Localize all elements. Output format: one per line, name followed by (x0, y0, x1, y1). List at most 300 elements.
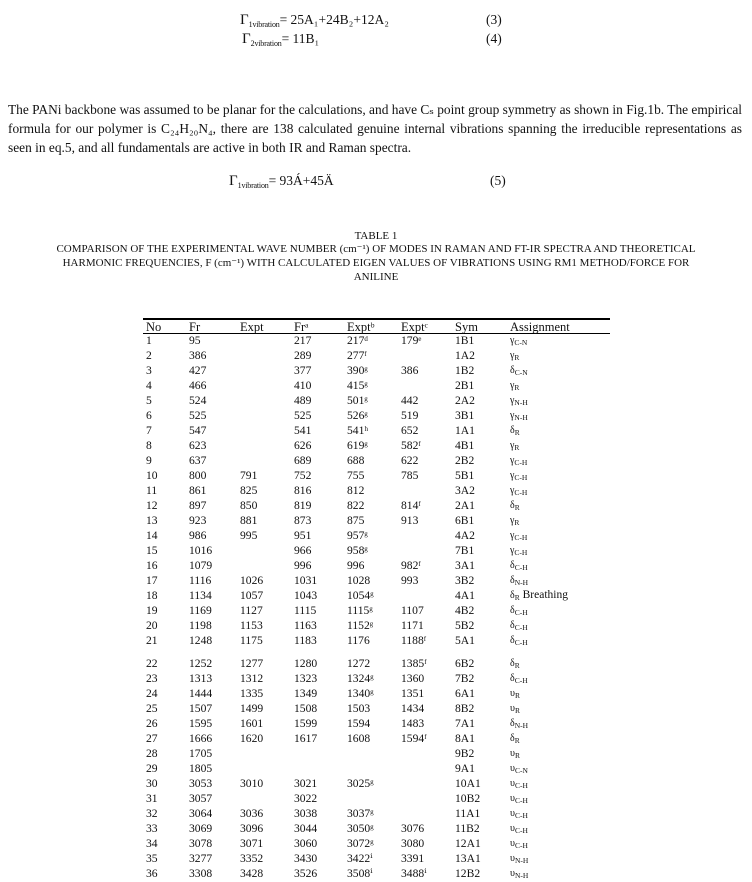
cell-expt-c (398, 762, 452, 777)
cell-no: 30 (143, 777, 186, 792)
cell-sym: 6B1 (452, 514, 507, 529)
cell-sym: 1A2 (452, 349, 507, 364)
header-expt-b: Exptᵇ (344, 319, 398, 334)
mode-symbol: υ (510, 703, 515, 714)
cell-expt-c: 519 (398, 409, 452, 424)
cell-sym: 10A1 (452, 777, 507, 792)
cell-sym: 6A1 (452, 687, 507, 702)
cell-expt-c: 814ᶠ (398, 499, 452, 514)
cell-fr: 1248 (186, 634, 237, 649)
cell-sym: 5B1 (452, 469, 507, 484)
table-row (143, 544, 610, 559)
cell-fr: 466 (186, 379, 237, 394)
cell-expt-b: 1176 (344, 634, 398, 649)
cell-no: 31 (143, 792, 186, 807)
cell-fr-a: 816 (291, 484, 344, 499)
cell-sym: 4B1 (452, 439, 507, 454)
mode-symbol: γ (510, 380, 514, 391)
mode-symbol: δ (510, 658, 515, 669)
cell-assignment (507, 544, 610, 559)
cell-expt-c: 1594ᶠ (398, 732, 452, 747)
cell-no: 21 (143, 634, 186, 649)
table-row (143, 717, 610, 732)
cell-expt-b: 958ᵍ (344, 544, 398, 559)
cell-assignment (507, 672, 610, 687)
cell-expt-b (344, 762, 398, 777)
cell-fr-a: 966 (291, 544, 344, 559)
cell-fr-a (291, 762, 344, 777)
header-fr: Fr (186, 319, 237, 334)
mode-symbol: γ (510, 530, 514, 541)
mode-subscript: N-H (514, 398, 527, 407)
table-row (143, 394, 610, 409)
mode-subscript: R (515, 593, 520, 602)
cell-expt-b: 541ʰ (344, 424, 398, 439)
mode-symbol: υ (510, 808, 515, 819)
cell-expt: 1312 (237, 672, 291, 687)
cell-no: 14 (143, 529, 186, 544)
cell-expt: 1620 (237, 732, 291, 747)
table-row (143, 732, 610, 747)
cell-expt: 3096 (237, 822, 291, 837)
cell-assignment (507, 394, 610, 409)
mode-symbol: γ (510, 440, 514, 451)
table-body (143, 334, 610, 882)
cell-fr-a: 3038 (291, 807, 344, 822)
cell-no: 17 (143, 574, 186, 589)
cell-expt-c: 1434 (398, 702, 452, 717)
cell-fr-a: 377 (291, 364, 344, 379)
cell-fr: 1252 (186, 649, 237, 672)
cell-sym: 2A1 (452, 499, 507, 514)
mode-symbol: δ (510, 500, 515, 511)
cell-fr-a: 1031 (291, 574, 344, 589)
mode-symbol: δ (510, 620, 515, 631)
cell-no: 24 (143, 687, 186, 702)
equation-4: $\Gamma_{2vibration}= 11B_1$ (4) (242, 31, 517, 48)
cell-sym: 3B2 (452, 574, 507, 589)
cell-assignment (507, 732, 610, 747)
cell-expt-b: 1028 (344, 574, 398, 589)
cell-expt: 850 (237, 499, 291, 514)
cell-fr-a: 1349 (291, 687, 344, 702)
mode-subscript: R (515, 751, 520, 760)
cell-expt-b: 957ᵍ (344, 529, 398, 544)
cell-no: 16 (143, 559, 186, 574)
mode-symbol: δ (510, 733, 515, 744)
cell-assignment (507, 349, 610, 364)
cell-assignment (507, 364, 610, 379)
mode-symbol: γ (510, 470, 514, 481)
mode-subscript: R (515, 736, 520, 745)
cell-fr-a: 1043 (291, 589, 344, 604)
header-expt-c: Exptᶜ (398, 319, 452, 334)
mode-symbol: υ (510, 838, 515, 849)
mode-subscript: R (515, 428, 520, 437)
cell-fr-a: 1508 (291, 702, 344, 717)
cell-sym: 13A1 (452, 852, 507, 867)
cell-sym: 2B1 (452, 379, 507, 394)
cell-assignment (507, 499, 610, 514)
table-row (143, 454, 610, 469)
mode-symbol: υ (510, 823, 515, 834)
cell-expt: 3071 (237, 837, 291, 852)
table-row (143, 672, 610, 687)
cell-sym: 5A1 (452, 634, 507, 649)
cell-sym: 9A1 (452, 762, 507, 777)
cell-fr: 1805 (186, 762, 237, 777)
cell-expt-c: 622 (398, 454, 452, 469)
table-row (143, 349, 610, 364)
table-row (143, 702, 610, 717)
cell-fr-a: 1617 (291, 732, 344, 747)
cell-expt-c: 1351 (398, 687, 452, 702)
cell-expt (237, 762, 291, 777)
cell-expt (237, 409, 291, 424)
cell-no: 15 (143, 544, 186, 559)
cell-assignment: $\delta_R$ Breathing (507, 589, 610, 604)
header-expt: Expt (237, 319, 291, 334)
cell-assignment (507, 619, 610, 634)
cell-fr: 3064 (186, 807, 237, 822)
cell-assignment (507, 529, 610, 544)
body-paragraph: The PANi backbone was assumed to be planar for the calculations, and have Cₛ point group symmetry as shown in Fig.1b. The empirical formula for our polymer is C₂₄H₂₀N₄, there are 138 calculated genuine internal vibrations spanning the irreducible representations as seen in eq.5, and all fundamentals are active in both IR and Raman spectra. (8, 100, 742, 157)
cell-no: 22 (143, 649, 186, 672)
cell-expt: 3352 (237, 852, 291, 867)
mode-subscript: C-H (515, 796, 528, 805)
cell-no: 18 (143, 589, 186, 604)
mode-subscript: R (515, 691, 520, 700)
cell-fr: 3053 (186, 777, 237, 792)
header-sym: Sym (452, 319, 507, 334)
cell-fr-a: 3060 (291, 837, 344, 852)
table-row (143, 852, 610, 867)
mode-subscript: R (515, 661, 520, 670)
table-row (143, 334, 610, 350)
mode-symbol: γ (510, 455, 514, 466)
cell-expt-b: 1608 (344, 732, 398, 747)
mode-symbol: δ (510, 575, 515, 586)
equation-rhs: = 11B₁ (282, 31, 320, 46)
cell-expt-b: 277ᶠ (344, 349, 398, 364)
cell-expt (237, 559, 291, 574)
cell-expt-c: 3076 (398, 822, 452, 837)
cell-fr-a: 752 (291, 469, 344, 484)
cell-expt: 1277 (237, 649, 291, 672)
cell-fr-a: 3044 (291, 822, 344, 837)
cell-fr: 1666 (186, 732, 237, 747)
mode-symbol: γ (510, 335, 514, 346)
table-row (143, 364, 610, 379)
cell-fr: 1705 (186, 747, 237, 762)
mode-subscript: C-H (514, 458, 527, 467)
cell-no: 27 (143, 732, 186, 747)
table-row (143, 499, 610, 514)
mode-subscript: R (515, 503, 520, 512)
mode-symbol: υ (510, 748, 515, 759)
cell-expt: 3428 (237, 867, 291, 882)
cell-expt-c: 1188ᶠ (398, 634, 452, 649)
cell-fr-a (291, 747, 344, 762)
mode-symbol: υ (510, 793, 515, 804)
cell-assignment (507, 702, 610, 717)
mode-subscript: C-H (515, 563, 528, 572)
cell-expt-c: 1483 (398, 717, 452, 732)
cell-expt-c (398, 379, 452, 394)
cell-fr-a: 873 (291, 514, 344, 529)
cell-no: 23 (143, 672, 186, 687)
cell-fr-a: 1163 (291, 619, 344, 634)
header-assignment: Assignment (507, 319, 610, 334)
cell-expt: 1127 (237, 604, 291, 619)
cell-fr-a: 1280 (291, 649, 344, 672)
mode-symbol: γ (510, 485, 514, 496)
mode-symbol: υ (510, 853, 515, 864)
cell-fr: 861 (186, 484, 237, 499)
cell-assignment (507, 424, 610, 439)
cell-expt (237, 424, 291, 439)
mode-subscript: C-H (515, 811, 528, 820)
cell-sym: 6B2 (452, 649, 507, 672)
mode-subscript: R (515, 706, 520, 715)
cell-expt-c (398, 349, 452, 364)
cell-fr-a: 489 (291, 394, 344, 409)
cell-sym: 5B2 (452, 619, 507, 634)
mode-subscript: C-H (514, 473, 527, 482)
cell-expt: 881 (237, 514, 291, 529)
cell-expt-c (398, 484, 452, 499)
mode-subscript: N-H (514, 413, 527, 422)
cell-fr-a: 819 (291, 499, 344, 514)
cell-sym: 4A2 (452, 529, 507, 544)
cell-assignment (507, 574, 610, 589)
table-row (143, 484, 610, 499)
cell-sym: 1B1 (452, 334, 507, 350)
cell-assignment (507, 409, 610, 424)
mode-symbol: υ (510, 688, 515, 699)
cell-fr-a: 951 (291, 529, 344, 544)
cell-fr: 986 (186, 529, 237, 544)
cell-no: 34 (143, 837, 186, 852)
header-no: No (143, 319, 186, 334)
cell-expt-c (398, 529, 452, 544)
mode-symbol: γ (510, 395, 514, 406)
cell-sym: 3A1 (452, 559, 507, 574)
mode-symbol: υ (510, 868, 515, 879)
cell-assignment (507, 559, 610, 574)
cell-assignment (507, 837, 610, 852)
equation-rhs: = 25A₁+24B₂+12A₂ (280, 12, 389, 27)
mode-subscript: C-N (515, 766, 528, 775)
mode-symbol: δ (510, 673, 515, 684)
cell-no: 26 (143, 717, 186, 732)
table-caption-line-2: HARMONIC FREQUENCIES, F (cm⁻¹) WITH CALCULATED EIGEN VALUES OF VIBRATIONS USING RM1 METHOD/FORCE FOR (0, 257, 752, 271)
table-row (143, 807, 610, 822)
table-row (143, 589, 610, 604)
mode-symbol: γ (510, 350, 514, 361)
table-row (143, 559, 610, 574)
cell-expt-b: 3072ᵍ (344, 837, 398, 852)
cell-expt-b: 812 (344, 484, 398, 499)
cell-no: 29 (143, 762, 186, 777)
mode-symbol: γ (510, 515, 514, 526)
mode-symbol: δ (510, 635, 515, 646)
cell-fr: 1595 (186, 717, 237, 732)
table-row (143, 574, 610, 589)
table-row (143, 867, 610, 882)
equation-3: $\Gamma_{1vibration}= 25A_1+24B_2+12A_2$ (3) (240, 12, 515, 29)
cell-fr: 1169 (186, 604, 237, 619)
cell-expt (237, 394, 291, 409)
cell-no: 20 (143, 619, 186, 634)
cell-sym: 12A1 (452, 837, 507, 852)
table-row (143, 439, 610, 454)
cell-assignment (507, 747, 610, 762)
table-row (143, 424, 610, 439)
cell-expt (237, 454, 291, 469)
table-row (143, 687, 610, 702)
cell-expt-b (344, 747, 398, 762)
cell-expt-b: 619ᵍ (344, 439, 398, 454)
cell-expt-c (398, 807, 452, 822)
cell-assignment (507, 514, 610, 529)
table-row (143, 409, 610, 424)
cell-sym: 3A2 (452, 484, 507, 499)
table-row (143, 747, 610, 762)
cell-expt-b: 415ᵍ (344, 379, 398, 394)
cell-fr: 386 (186, 349, 237, 364)
cell-fr-a: 289 (291, 349, 344, 364)
cell-no: 35 (143, 852, 186, 867)
cell-sym: 2B2 (452, 454, 507, 469)
mode-subscript: N-H (515, 578, 528, 587)
cell-expt-b: 1272 (344, 649, 398, 672)
cell-assignment (507, 439, 610, 454)
cell-expt-c (398, 544, 452, 559)
cell-sym: 4A1 (452, 589, 507, 604)
cell-fr: 3277 (186, 852, 237, 867)
cell-expt (237, 544, 291, 559)
cell-fr-a: 626 (291, 439, 344, 454)
cell-expt-b: 996 (344, 559, 398, 574)
mode-symbol: δ (510, 560, 515, 571)
cell-expt (237, 334, 291, 350)
mode-subscript: N-H (515, 871, 528, 880)
cell-expt: 825 (237, 484, 291, 499)
mode-subscript: C-H (514, 533, 527, 542)
cell-fr: 3069 (186, 822, 237, 837)
cell-expt: 1601 (237, 717, 291, 732)
cell-fr: 524 (186, 394, 237, 409)
cell-expt: 1057 (237, 589, 291, 604)
cell-fr: 1507 (186, 702, 237, 717)
table-row (143, 469, 610, 484)
cell-fr: 923 (186, 514, 237, 529)
cell-fr-a: 3021 (291, 777, 344, 792)
cell-no: 36 (143, 867, 186, 882)
cell-assignment (507, 649, 610, 672)
cell-no: 28 (143, 747, 186, 762)
cell-fr: 1016 (186, 544, 237, 559)
cell-no: 13 (143, 514, 186, 529)
cell-expt-c: 3391 (398, 852, 452, 867)
cell-expt-c (398, 777, 452, 792)
cell-assignment (507, 484, 610, 499)
gamma-symbol: Γ (240, 12, 249, 28)
cell-expt-c: 582ᶠ (398, 439, 452, 454)
cell-fr-a: 1115 (291, 604, 344, 619)
cell-assignment (507, 334, 610, 350)
cell-expt-b: 3422ⁱ (344, 852, 398, 867)
cell-expt-b: 3050ᵍ (344, 822, 398, 837)
equation-number: (4) (486, 31, 502, 47)
cell-expt-c (398, 747, 452, 762)
cell-fr-a: 525 (291, 409, 344, 424)
table-header-row (143, 319, 610, 334)
cell-expt-c: 3488ⁱ (398, 867, 452, 882)
gamma-symbol: Γ (242, 31, 251, 47)
mode-subscript: C-H (515, 826, 528, 835)
cell-fr-a: 689 (291, 454, 344, 469)
cell-assignment (507, 777, 610, 792)
cell-assignment (507, 852, 610, 867)
mode-subscript: C-N (515, 368, 528, 377)
cell-fr: 547 (186, 424, 237, 439)
cell-no: 19 (143, 604, 186, 619)
cell-fr: 1134 (186, 589, 237, 604)
mode-subscript: C-H (515, 781, 528, 790)
cell-expt-c: 1107 (398, 604, 452, 619)
cell-expt-b: 1340ᵍ (344, 687, 398, 702)
cell-expt (237, 792, 291, 807)
cell-expt-c: 1385ᶠ (398, 649, 452, 672)
table-row (143, 822, 610, 837)
cell-assignment (507, 867, 610, 882)
mode-symbol: δ (510, 605, 515, 616)
cell-expt-b: 1115ᵍ (344, 604, 398, 619)
mode-subscript: C-H (515, 608, 528, 617)
cell-fr: 3308 (186, 867, 237, 882)
cell-expt: 1026 (237, 574, 291, 589)
cell-no: 11 (143, 484, 186, 499)
cell-fr: 525 (186, 409, 237, 424)
cell-fr-a: 3526 (291, 867, 344, 882)
equation-number: (3) (486, 12, 502, 28)
cell-fr-a: 541 (291, 424, 344, 439)
cell-expt: 791 (237, 469, 291, 484)
cell-fr: 1079 (186, 559, 237, 574)
cell-no: 1 (143, 334, 186, 350)
table-caption-line-3: ANILINE (0, 271, 752, 285)
cell-expt (237, 747, 291, 762)
cell-fr: 1198 (186, 619, 237, 634)
cell-assignment (507, 379, 610, 394)
cell-expt-b: 1594 (344, 717, 398, 732)
cell-expt-c: 913 (398, 514, 452, 529)
mode-subscript: N-H (515, 721, 528, 730)
cell-no: 10 (143, 469, 186, 484)
cell-expt: 995 (237, 529, 291, 544)
mode-symbol: γ (510, 410, 514, 421)
header-fr-a: Frᵃ (291, 319, 344, 334)
cell-expt: 1175 (237, 634, 291, 649)
cell-expt-c: 442 (398, 394, 452, 409)
cell-fr-a: 1183 (291, 634, 344, 649)
cell-expt-c: 1360 (398, 672, 452, 687)
cell-sym: 11B2 (452, 822, 507, 837)
cell-fr-a: 410 (291, 379, 344, 394)
cell-fr: 427 (186, 364, 237, 379)
